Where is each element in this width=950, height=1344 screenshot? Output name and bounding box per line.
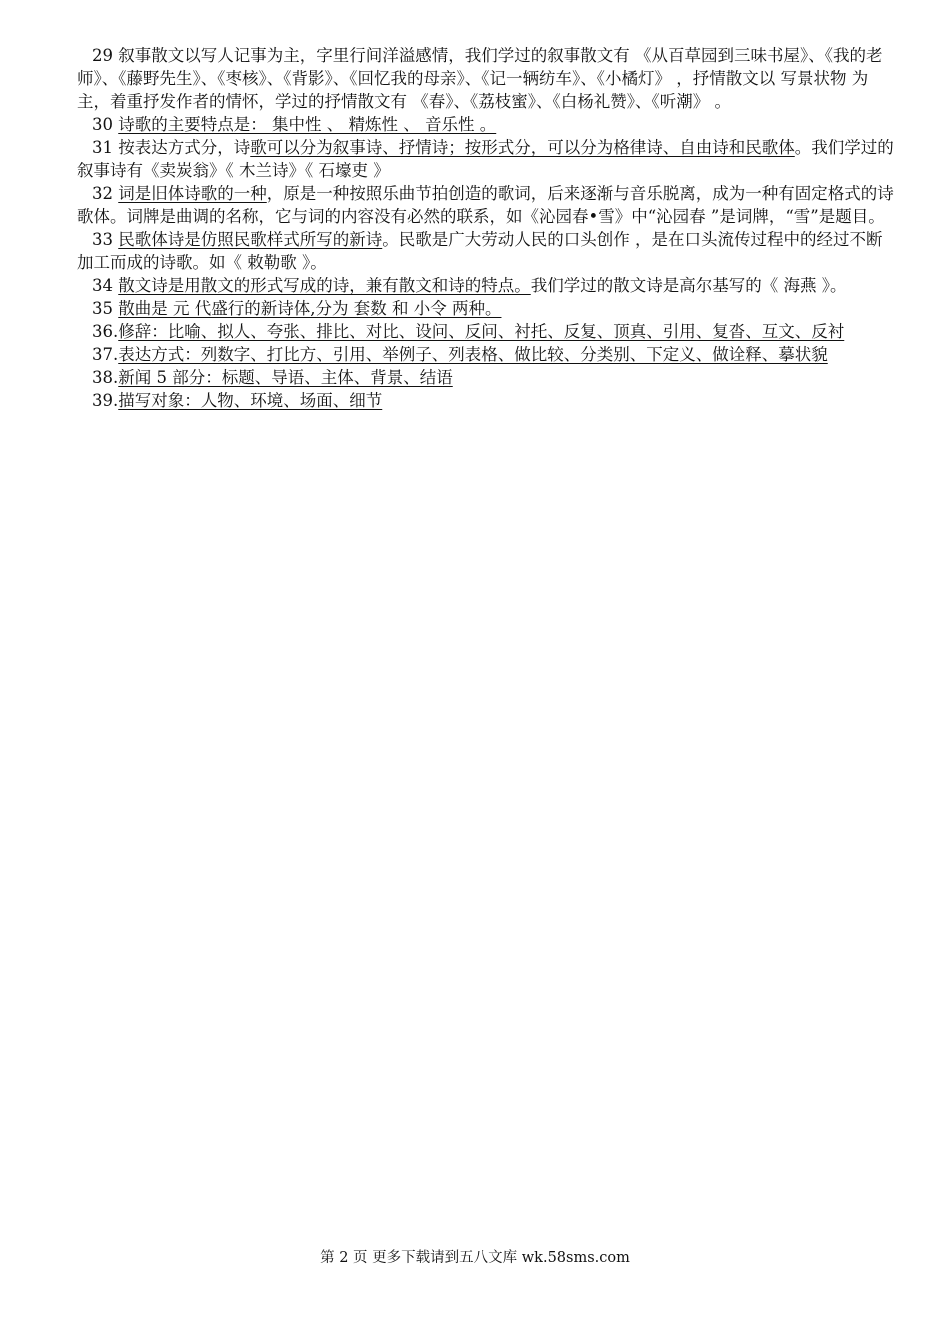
paragraph-9 (77, 343, 895, 366)
underlined-text: 散曲是 元 代盛行的新诗体,分为 套数 和 小令 两种。 (118, 299, 502, 318)
underlined-text: 歌可以分为叙事诗、抒情诗；按形式分，可以分为格律诗、自由诗和民歌体 (250, 138, 795, 157)
paragraph-2 (77, 113, 895, 136)
underlined-text: 新闻 5 部分：标题、导语、主体、背景、结语 (118, 368, 453, 387)
text-run: 39. (92, 391, 119, 410)
text-run: 30 (92, 115, 119, 134)
underlined-text: 修辞：比喻、拟人、夸张、排比、对比、设问、反问、衬托、反复、顶真、引用、复沓、互文、反衬 (118, 322, 845, 341)
paragraph-5 (77, 228, 895, 274)
paragraph-7 (77, 297, 895, 320)
text-run: 37. (92, 345, 119, 364)
text-run: ，原是一种按照乐曲节拍创造的歌词，后来逐渐与音乐脱离，成为一种有固定格式的诗歌体。词牌是曲调的名称，它与词的内容没有必然的联系，如《沁园春•雪》中“沁园春 ”是词牌，“雪”是题目。 (77, 184, 894, 226)
text-run: 。我们学过的叙事诗有《卖炭翁》《 木兰诗》《 石壕吏 》 (77, 138, 894, 180)
paragraph-6 (77, 274, 895, 297)
text-run: 38. (92, 368, 119, 387)
paragraph-3 (77, 136, 895, 182)
paragraph-8 (77, 320, 895, 343)
document-body (77, 44, 895, 412)
underlined-text: 表达方式：列数字、打比方、引用、举例子、列表格、做比较、分类别、下定义、做诠释、摹状貌 (118, 345, 828, 364)
underlined-text: 词是旧体诗歌的一种 (118, 184, 267, 203)
underlined-text: 民歌体诗是仿照民歌样式所写的新诗 (118, 230, 383, 249)
paragraph-1 (77, 44, 895, 113)
text-run: 。民歌是广大劳动人民的口头创作 ，是在口头流传过程中的经过不断加工而成的诗歌。如《 敕勒歌 》。 (77, 230, 883, 272)
underlined-text: 散文诗是用散文的形式写成的诗，兼有散文和诗的特点。 (118, 276, 531, 295)
text-run: 31 按表达方式分，诗 (92, 138, 251, 157)
text-run: 我们学过的散文诗是高尔基写的《 海燕 》。 (530, 276, 847, 295)
underlined-text: 诗歌的主要特点是： 集中性 、 精炼性 、 音乐性 。 (118, 115, 497, 134)
text-run: 29 叙事散文以写人记事为主，字里行间洋溢感情，我们学过的叙事散文有 《从百草园到三味书屋》、《我的老师》、《藤野先生》、《枣核》、《背影》、《回忆我的母亲》、《记一辆纺车》、《小橘灯》 ，抒情散文以 写景状物 为主，着重抒发作者的情怀，学过的抒情散文有 《春》、《荔枝蜜》、《白杨礼赞》、《听潮》 。 (77, 46, 883, 111)
underlined-text: 描写对象：人物、环境、场面、细节 (118, 391, 383, 410)
text-run: 35 (92, 299, 119, 318)
paragraph-4 (77, 182, 895, 228)
text-run: 34 (92, 276, 119, 295)
paragraph-11 (77, 389, 895, 412)
text-run: 32 (92, 184, 119, 203)
paragraph-10 (77, 366, 895, 389)
text-run: 33 (92, 230, 119, 249)
text-run: 36. (92, 322, 119, 341)
page-footer: 第 2 页 更多下载请到五八文库 wk.58sms.com (320, 1250, 630, 1266)
